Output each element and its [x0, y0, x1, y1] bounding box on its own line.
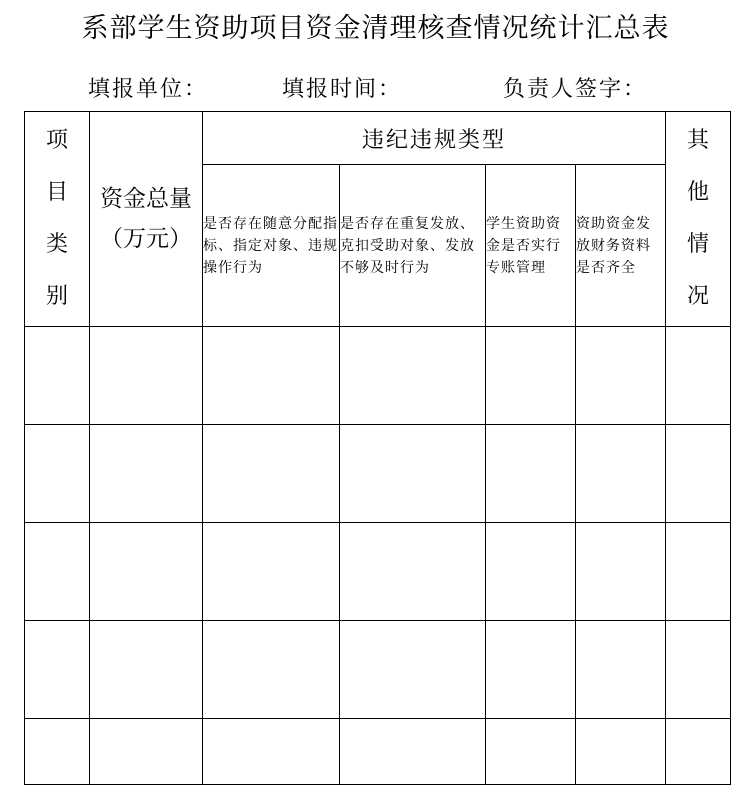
table-cell[interactable] [666, 327, 731, 425]
table-cell[interactable] [25, 523, 90, 621]
reporting-unit-label: 填报单位： [88, 77, 209, 102]
header-violation-types: 违纪违规类型 [203, 112, 666, 165]
table-cell[interactable] [486, 523, 576, 621]
table-cell[interactable] [203, 523, 340, 621]
table-cell[interactable] [666, 719, 731, 785]
table-row [25, 523, 731, 621]
subheader-duplicate-distribution: 是否存在重复发放、克扣受助对象、发放不够及时行为 [340, 165, 486, 327]
table-cell[interactable] [203, 425, 340, 523]
table-row [25, 425, 731, 523]
table-row [25, 327, 731, 425]
table-cell[interactable] [25, 719, 90, 785]
table-cell[interactable] [90, 425, 203, 523]
header-fund-total: 资金总量（万元） [90, 112, 203, 327]
header-other-situations: 其他情况 [666, 112, 731, 327]
table-cell[interactable] [340, 327, 486, 425]
subheader-financial-records: 资助资金发放财务资料是否齐全 [576, 165, 666, 327]
page-title: 系部学生资助项目资金清理核查情况统计汇总表 [81, 13, 670, 44]
table-cell[interactable] [666, 425, 731, 523]
table-cell[interactable] [576, 719, 666, 785]
table-cell[interactable] [486, 719, 576, 785]
table-cell[interactable] [25, 425, 90, 523]
table-cell[interactable] [576, 425, 666, 523]
header-project-category: 项目类别 [25, 112, 90, 327]
reporting-time-label: 填报时间： [282, 77, 403, 102]
table-cell[interactable] [25, 327, 90, 425]
table-cell[interactable] [340, 621, 486, 719]
table-cell[interactable] [576, 327, 666, 425]
table-cell[interactable] [666, 523, 731, 621]
table-cell[interactable] [576, 621, 666, 719]
table-cell[interactable] [25, 621, 90, 719]
table-cell[interactable] [203, 719, 340, 785]
table-cell[interactable] [486, 621, 576, 719]
table-cell[interactable] [340, 425, 486, 523]
table-row [25, 719, 731, 785]
table-row [25, 621, 731, 719]
table-cell[interactable] [340, 523, 486, 621]
subheader-dedicated-account: 学生资助资金是否实行专账管理 [486, 165, 576, 327]
table-cell[interactable] [486, 327, 576, 425]
summary-table [24, 111, 731, 785]
table-cell[interactable] [666, 621, 731, 719]
table-cell[interactable] [486, 425, 576, 523]
table-cell[interactable] [203, 327, 340, 425]
table-cell[interactable] [90, 621, 203, 719]
table-cell[interactable] [90, 523, 203, 621]
table-cell[interactable] [576, 523, 666, 621]
subheader-arbitrary-allocation: 是否存在随意分配指标、指定对象、违规操作行为 [203, 165, 340, 327]
table-cell[interactable] [90, 719, 203, 785]
table-cell[interactable] [90, 327, 203, 425]
table-cell[interactable] [340, 719, 486, 785]
table-cell[interactable] [203, 621, 340, 719]
signer-label: 负责人签字： [503, 77, 648, 102]
